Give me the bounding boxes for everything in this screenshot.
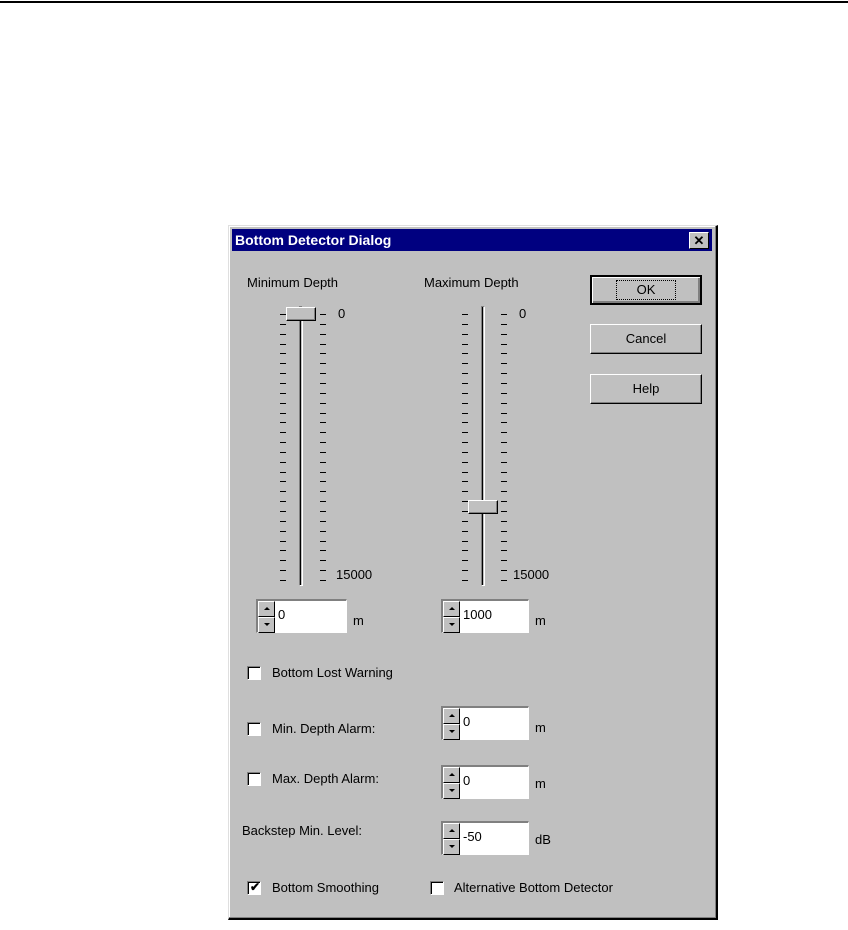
slider-tick (462, 422, 468, 423)
slider-tick (320, 442, 326, 443)
max-depth-alarm-spin-edit (441, 765, 529, 799)
slider-tick (501, 344, 507, 345)
slider-tick (501, 334, 507, 335)
min-depth-top-value: 0 (338, 306, 346, 321)
slider-tick (280, 570, 286, 571)
slider-tick (462, 314, 468, 315)
slider-tick (501, 511, 507, 512)
slider-tick (280, 521, 286, 522)
max-depth-alarm-input[interactable]: 0 (463, 773, 471, 788)
title-bar (232, 229, 712, 251)
bottom-smoothing-label: Bottom Smoothing (272, 880, 379, 895)
spin-down-icon[interactable] (443, 724, 460, 740)
max-depth-alarm-checkbox[interactable] (247, 772, 261, 786)
min-depth-label: Minimum Depth (247, 275, 339, 290)
slider-tick (320, 413, 326, 414)
spin-up-icon[interactable] (443, 823, 460, 839)
alternative-bottom-detector-label: Alternative Bottom Detector (454, 880, 613, 895)
spin-down-icon[interactable] (443, 617, 460, 633)
min-depth-bottom-value: 15000 (336, 567, 373, 582)
slider-tick (280, 550, 286, 551)
slider-tick (501, 550, 507, 551)
slider-tick (280, 353, 286, 354)
slider-tick (320, 363, 326, 364)
max-depth-slider-track[interactable] (481, 306, 485, 586)
slider-tick (462, 442, 468, 443)
slider-tick (280, 373, 286, 374)
slider-tick (280, 413, 286, 414)
help-label: Help (632, 381, 660, 396)
slider-tick (320, 521, 326, 522)
slider-tick (501, 442, 507, 443)
slider-tick (280, 481, 286, 482)
checkmark-icon: ✔ (250, 880, 261, 894)
close-button[interactable] (689, 232, 709, 249)
close-icon: ✕ (693, 233, 705, 248)
slider-tick (462, 491, 468, 492)
max-depth-top-value: 0 (519, 306, 527, 321)
max-depth-unit: m (535, 613, 546, 628)
slider-tick (320, 334, 326, 335)
slider-tick (462, 481, 468, 482)
backstep-label: Backstep Min. Level: (242, 823, 362, 838)
max-depth-alarm-label: Max. Depth Alarm: (272, 771, 379, 786)
slider-tick (280, 531, 286, 532)
slider-tick (320, 541, 326, 542)
slider-tick (280, 452, 286, 453)
bottom-detector-dialog (228, 225, 718, 920)
slider-tick (320, 472, 326, 473)
slider-tick (501, 324, 507, 325)
slider-tick (462, 393, 468, 394)
min-depth-slider-thumb[interactable] (286, 307, 316, 321)
min-depth-alarm-input[interactable]: 0 (463, 714, 471, 729)
page-rule (0, 1, 848, 3)
slider-tick (462, 373, 468, 374)
min-depth-spinner[interactable] (258, 601, 275, 633)
slider-tick (501, 491, 507, 492)
slider-tick (320, 403, 326, 404)
slider-tick (280, 403, 286, 404)
backstep-spin-edit (441, 821, 529, 855)
slider-tick (501, 363, 507, 364)
slider-tick (501, 413, 507, 414)
slider-tick (501, 501, 507, 502)
backstep-spinner[interactable] (443, 823, 460, 855)
alternative-bottom-detector-checkbox[interactable] (430, 881, 444, 895)
slider-tick (320, 383, 326, 384)
slider-tick (280, 422, 286, 423)
min-depth-alarm-unit: m (535, 720, 546, 735)
max-depth-ticks-left (462, 314, 468, 580)
spin-down-icon[interactable] (258, 617, 275, 633)
slider-tick (462, 462, 468, 463)
slider-tick (501, 560, 507, 561)
bottom-lost-warning-checkbox[interactable] (247, 666, 261, 680)
bottom-smoothing-checkbox[interactable] (247, 881, 261, 895)
spin-down-icon[interactable] (443, 839, 460, 855)
slider-tick (280, 363, 286, 364)
slider-tick (501, 521, 507, 522)
slider-tick (320, 511, 326, 512)
slider-tick (501, 481, 507, 482)
slider-tick (280, 560, 286, 561)
slider-tick (280, 432, 286, 433)
slider-tick (462, 334, 468, 335)
min-depth-alarm-spinner[interactable] (443, 708, 460, 740)
slider-tick (320, 314, 326, 315)
slider-tick (320, 550, 326, 551)
min-depth-ticks-right (320, 314, 326, 580)
slider-tick (501, 353, 507, 354)
slider-tick (320, 422, 326, 423)
slider-tick (320, 491, 326, 492)
slider-tick (320, 432, 326, 433)
spin-up-icon[interactable] (258, 601, 275, 617)
max-depth-bottom-value: 15000 (513, 567, 550, 582)
slider-tick (320, 324, 326, 325)
slider-tick (462, 521, 468, 522)
slider-tick (280, 541, 286, 542)
slider-tick (320, 353, 326, 354)
slider-tick (462, 324, 468, 325)
backstep-unit: dB (535, 832, 551, 847)
slider-tick (501, 462, 507, 463)
slider-tick (462, 383, 468, 384)
min-depth-alarm-label: Min. Depth Alarm: (272, 721, 376, 736)
min-depth-slider-track[interactable] (299, 306, 303, 586)
slider-tick (320, 570, 326, 571)
slider-tick (280, 511, 286, 512)
slider-tick (320, 531, 326, 532)
slider-tick (501, 580, 507, 581)
slider-tick (320, 393, 326, 394)
min-depth-alarm-spin-edit (441, 706, 529, 740)
slider-tick (501, 472, 507, 473)
slider-tick (462, 413, 468, 414)
slider-tick (280, 393, 286, 394)
max-depth-alarm-unit: m (535, 776, 546, 791)
slider-tick (320, 560, 326, 561)
slider-tick (501, 373, 507, 374)
slider-tick (462, 531, 468, 532)
slider-tick (501, 531, 507, 532)
spin-up-icon[interactable] (443, 601, 460, 617)
slider-tick (462, 550, 468, 551)
slider-tick (280, 501, 286, 502)
slider-tick (501, 314, 507, 315)
slider-tick (501, 570, 507, 571)
slider-tick (501, 452, 507, 453)
min-depth-spin-edit (256, 599, 347, 633)
max-depth-input[interactable]: 1000 (463, 607, 492, 622)
slider-tick (320, 580, 326, 581)
min-depth-input[interactable]: 0 (278, 607, 286, 622)
slider-tick (320, 452, 326, 453)
max-depth-alarm-spinner[interactable] (443, 767, 460, 799)
slider-tick (320, 501, 326, 502)
spin-up-icon[interactable] (443, 767, 460, 783)
max-depth-spin-edit (441, 599, 529, 633)
slider-tick (320, 344, 326, 345)
max-depth-slider-thumb[interactable] (468, 500, 498, 514)
slider-tick (501, 403, 507, 404)
slider-tick (462, 363, 468, 364)
max-depth-ticks-right (501, 314, 507, 580)
max-depth-spinner[interactable] (443, 601, 460, 633)
ok-label: OK (616, 280, 677, 300)
slider-tick (501, 432, 507, 433)
help-button[interactable] (590, 374, 702, 404)
spin-down-icon[interactable] (443, 783, 460, 799)
min-depth-alarm-checkbox[interactable] (247, 722, 261, 736)
slider-tick (280, 344, 286, 345)
slider-tick (501, 383, 507, 384)
backstep-input[interactable]: -50 (463, 829, 482, 844)
cancel-label: Cancel (625, 331, 667, 346)
slider-tick (320, 462, 326, 463)
slider-tick (320, 373, 326, 374)
slider-tick (462, 541, 468, 542)
min-depth-unit: m (353, 613, 364, 628)
spin-up-icon[interactable] (443, 708, 460, 724)
slider-tick (280, 580, 286, 581)
slider-tick (462, 580, 468, 581)
slider-tick (280, 442, 286, 443)
slider-tick (462, 472, 468, 473)
max-depth-label: Maximum Depth (424, 275, 519, 290)
slider-tick (280, 383, 286, 384)
slider-tick (280, 462, 286, 463)
slider-tick (280, 334, 286, 335)
slider-tick (501, 422, 507, 423)
slider-tick (501, 541, 507, 542)
slider-tick (280, 324, 286, 325)
bottom-lost-warning-label: Bottom Lost Warning (272, 665, 393, 680)
slider-tick (501, 393, 507, 394)
slider-tick (462, 353, 468, 354)
slider-tick (462, 344, 468, 345)
slider-tick (280, 491, 286, 492)
slider-tick (462, 570, 468, 571)
slider-tick (462, 432, 468, 433)
ok-button[interactable] (590, 275, 702, 305)
slider-tick (462, 452, 468, 453)
slider-tick (462, 560, 468, 561)
cancel-button[interactable] (590, 324, 702, 354)
dialog-title: Bottom Detector Dialog (235, 232, 392, 248)
slider-tick (462, 403, 468, 404)
slider-tick (280, 472, 286, 473)
min-depth-ticks-left (280, 314, 286, 580)
slider-tick (320, 481, 326, 482)
